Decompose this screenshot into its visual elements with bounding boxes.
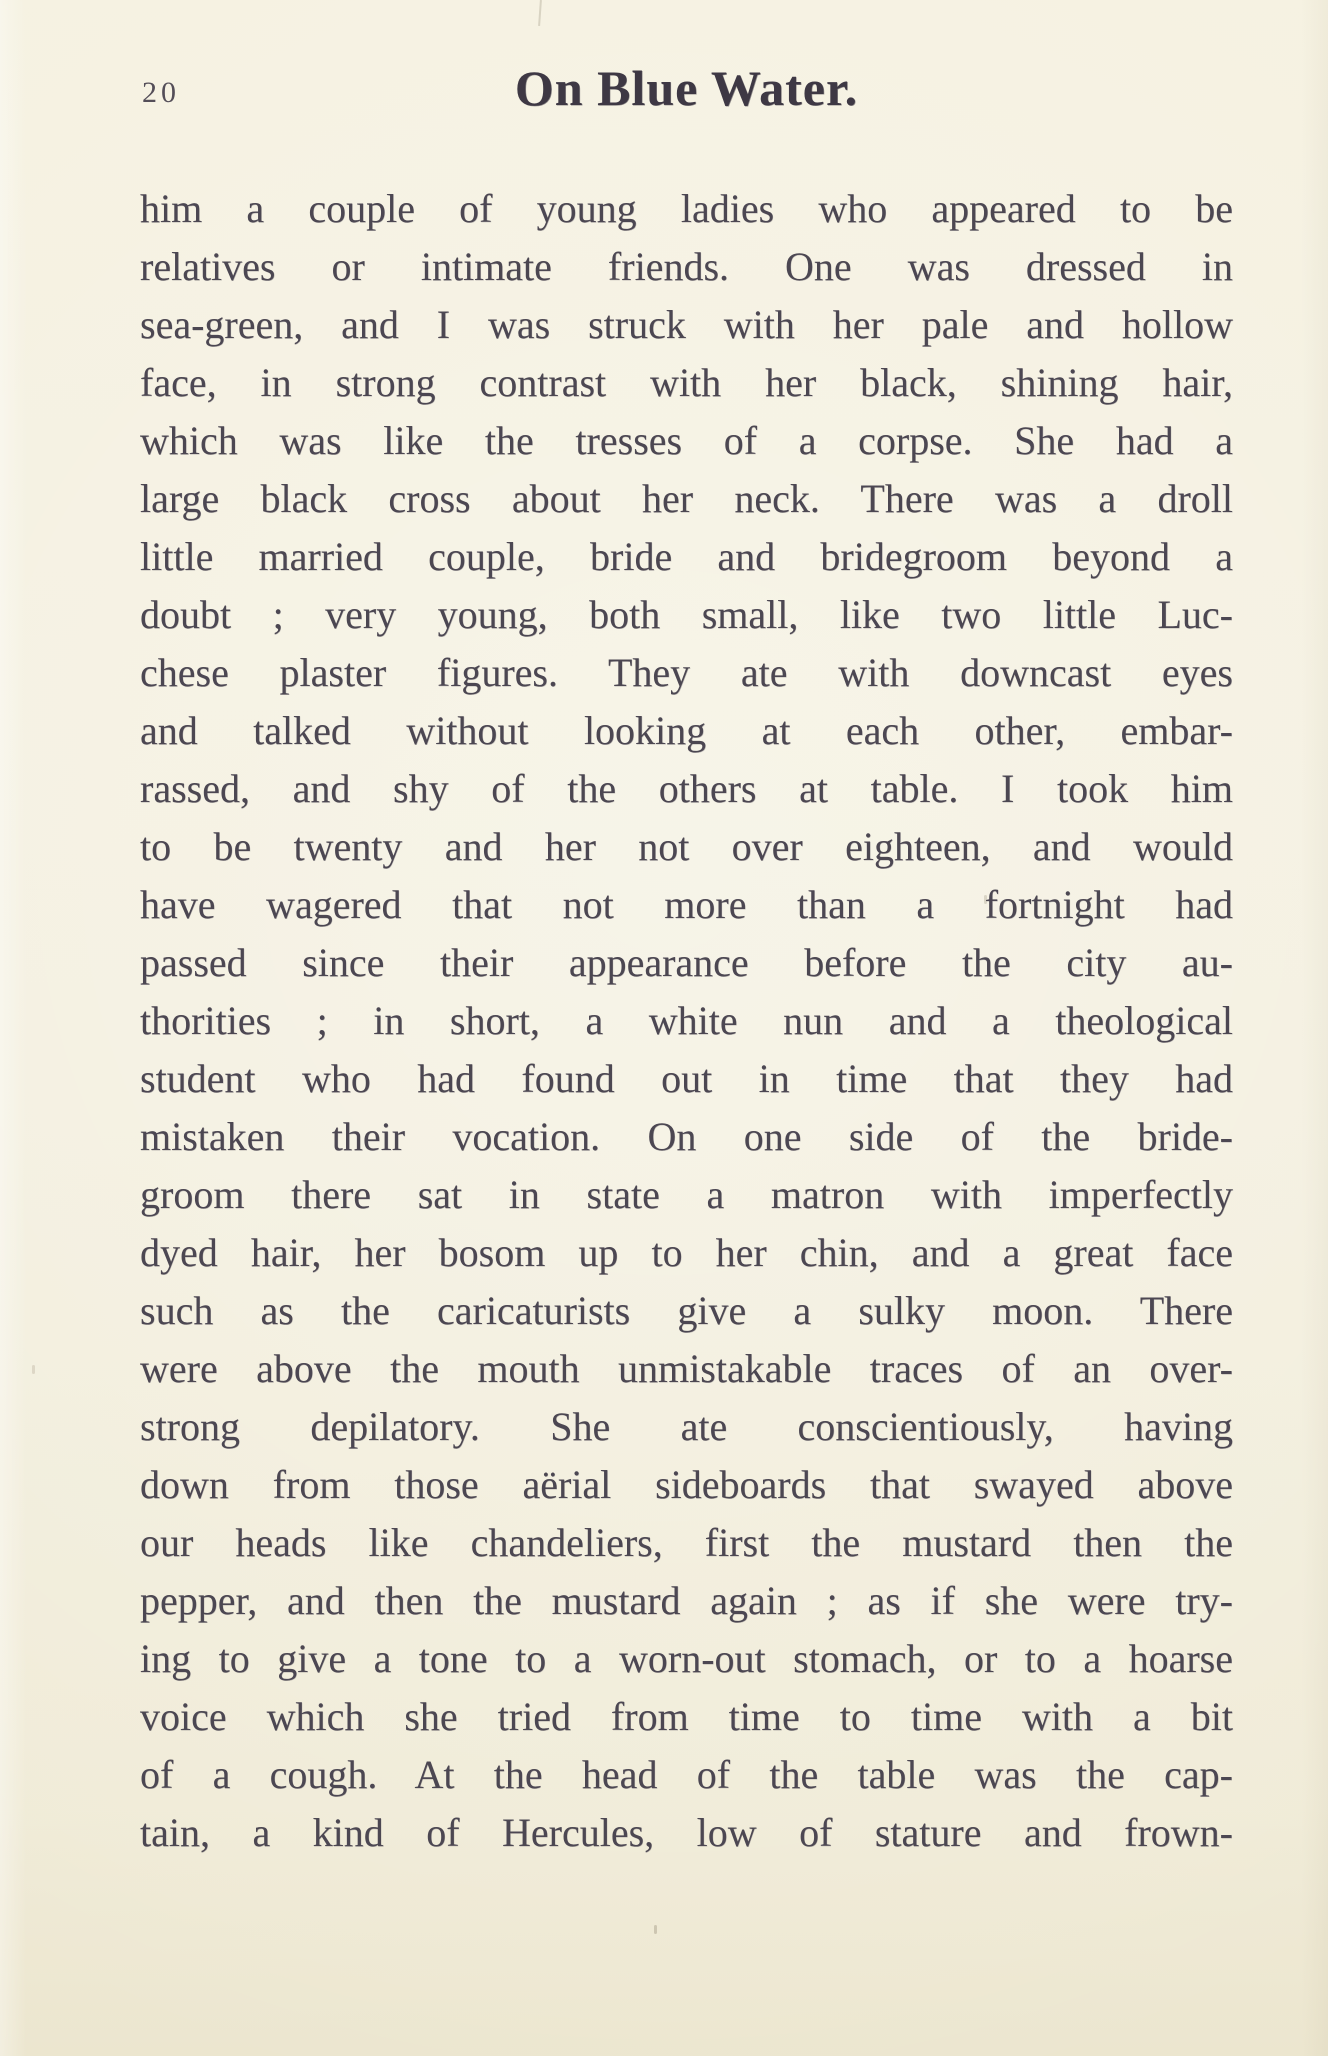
text-line: have wagered that not more than a fortnight had [140, 882, 1233, 927]
text-line: such as the caricaturists give a sulky moon. There [140, 1288, 1233, 1333]
text-line: down from those aërial sideboards that swayed above [140, 1462, 1233, 1507]
text-line: rassed, and shy of the others at table. I took him [140, 766, 1233, 811]
text-line: face, in strong contrast with her black, shining hair, [140, 360, 1233, 405]
text-line: mistaken their vocation. On one side of the bride- [140, 1114, 1233, 1159]
text-line: tain, a kind of Hercules, low of stature and frown- [140, 1810, 1233, 1855]
text-line: student who had found out in time that they had [140, 1056, 1233, 1101]
running-head [140, 60, 1233, 120]
text-line: of a cough. At the head of the table was the cap- [140, 1752, 1233, 1797]
text-line: ing to give a tone to a worn-out stomach, or to a hoarse [140, 1636, 1233, 1681]
text-line: thorities ; in short, a white nun and a theological [140, 998, 1233, 1043]
text-line: our heads like chandeliers, first the mustard then the [140, 1520, 1233, 1565]
text-line: passed since their appearance before the city au- [140, 940, 1233, 985]
text-line: sea-green, and I was struck with her pale and hollow [140, 302, 1233, 347]
page-number: 20 [142, 76, 180, 109]
text-line: which was like the tresses of a corpse. She had a [140, 418, 1233, 463]
text-line: to be twenty and her not over eighteen, and would [140, 824, 1233, 869]
text-line: pepper, and then the mustard again ; as if she were try- [140, 1578, 1233, 1623]
text-line: dyed hair, her bosom up to her chin, and a great face [140, 1230, 1233, 1275]
text-line: groom there sat in state a matron with imperfectly [140, 1172, 1233, 1217]
text-line: relatives or intimate friends. One was dressed in [140, 244, 1233, 289]
text-line: large black cross about her neck. There was a droll [140, 476, 1233, 521]
text-line: little married couple, bride and bridegroom beyond a [140, 534, 1233, 579]
text-line: chese plaster figures. They ate with downcast eyes [140, 650, 1233, 695]
text-line: strong depilatory. She ate conscientiously, having [140, 1404, 1233, 1449]
text-line: him a couple of young ladies who appeared to be [140, 186, 1233, 231]
text-line: doubt ; very young, both small, like two little Luc- [140, 592, 1233, 637]
text-line: were above the mouth unmistakable traces of an over- [140, 1346, 1233, 1391]
text-line: and talked without looking at each other, embar- [140, 708, 1233, 753]
running-title: On Blue Water. [514, 60, 859, 116]
text-line: voice which she tried from time to time with a bit [140, 1694, 1233, 1739]
body-text [140, 180, 1233, 1862]
